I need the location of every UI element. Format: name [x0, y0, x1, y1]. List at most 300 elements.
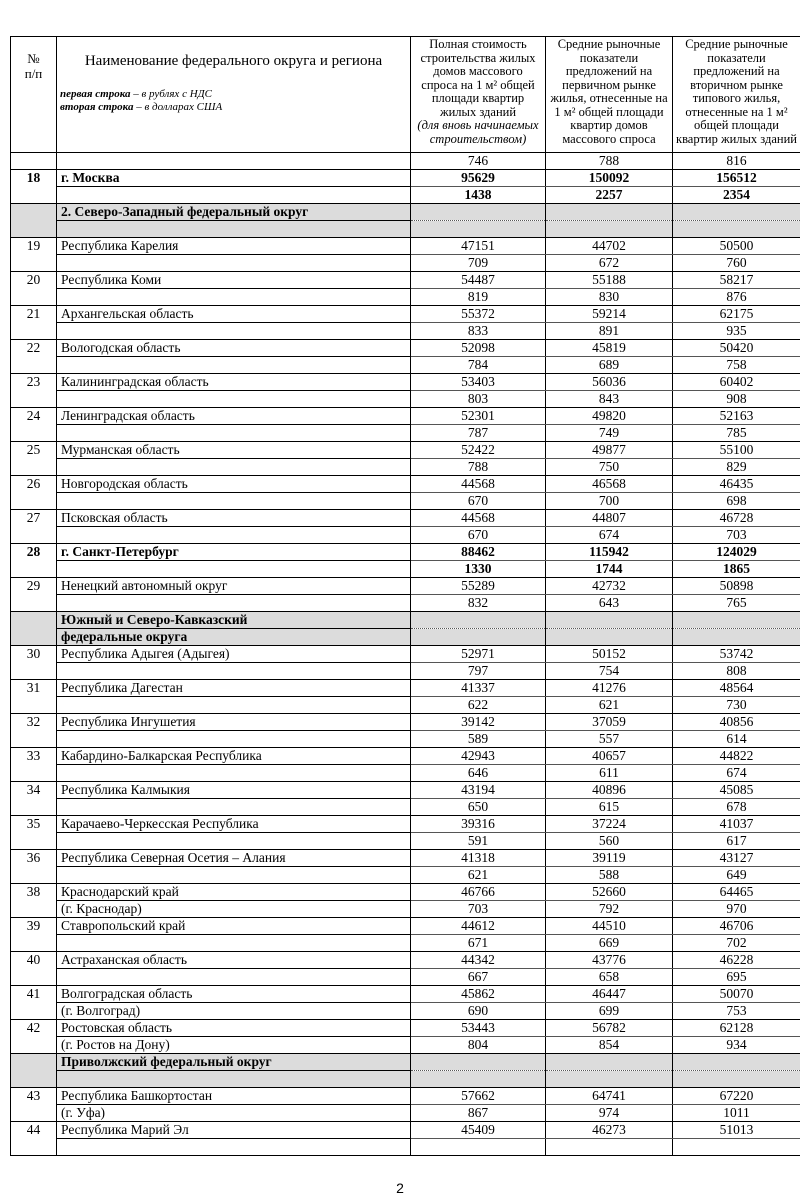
value-usd: 690 [411, 1003, 546, 1020]
section-title-line2 [57, 221, 411, 238]
value-usd: 792 [546, 901, 673, 918]
section-blank [546, 1054, 673, 1071]
section-num [11, 1054, 57, 1088]
value-rub: 62128 [673, 1020, 800, 1037]
value-rub: 55188 [546, 272, 673, 289]
row-num: 43 [11, 1088, 57, 1122]
value-rub: 37224 [546, 816, 673, 833]
region-name-line2: (г. Уфа) [57, 1105, 411, 1122]
region-name: Республика Марий Эл [57, 1122, 411, 1139]
row-num: 25 [11, 442, 57, 476]
table-row [11, 1139, 800, 1156]
value-usd: 643 [546, 595, 673, 612]
value-rub: 50500 [673, 238, 800, 255]
value-rub: 40896 [546, 782, 673, 799]
row-num: 28 [11, 544, 57, 578]
region-name-line2 [57, 459, 411, 476]
table-row [11, 170, 800, 187]
value-rub: 62175 [673, 306, 800, 323]
region-name-line2 [57, 493, 411, 510]
value-rub: 46766 [411, 884, 546, 901]
row-num: 18 [11, 170, 57, 204]
table-row [11, 1088, 800, 1105]
value-usd: 935 [673, 323, 800, 340]
value-usd: 1330 [411, 561, 546, 578]
section-blank [411, 204, 546, 221]
table-row [11, 986, 800, 1003]
value-usd: 614 [673, 731, 800, 748]
table-row [11, 748, 800, 765]
value-rub: 45085 [673, 782, 800, 799]
region-name-line2 [57, 527, 411, 544]
value-rub: 44702 [546, 238, 673, 255]
value-rub: 52660 [546, 884, 673, 901]
region-name: Мурманская область [57, 442, 411, 459]
table-row [11, 731, 800, 748]
region-name: Ненецкий автономный округ [57, 578, 411, 595]
value-usd: 1744 [546, 561, 673, 578]
value-usd: 2257 [546, 187, 673, 204]
value-rub: 49820 [546, 408, 673, 425]
value-rub: 44822 [673, 748, 800, 765]
value-usd: 670 [411, 527, 546, 544]
value-usd: 557 [546, 731, 673, 748]
value-rub: 64741 [546, 1088, 673, 1105]
header-name: Наименование федерального округа и региона [84, 53, 383, 69]
value-rub: 124029 [673, 544, 800, 561]
value-usd: 560 [546, 833, 673, 850]
section-title: 2. Северо-Западный федеральный округ [57, 204, 411, 221]
value-rub: 150092 [546, 170, 673, 187]
value-rub: 44807 [546, 510, 673, 527]
value-usd: 589 [411, 731, 546, 748]
value-usd: 646 [411, 765, 546, 782]
region-name: Республика Коми [57, 272, 411, 289]
value-rub: 46706 [673, 918, 800, 935]
value-rub: 53403 [411, 374, 546, 391]
header-col2: Средние рыночные показатели предложений на первичном рынке жилья, отнесенные на 1 м² общей площади квартир домов массового спроса [546, 37, 673, 153]
row-num: 39 [11, 918, 57, 952]
value-rub: 60402 [673, 374, 800, 391]
table-row [11, 510, 800, 527]
value-usd: 750 [546, 459, 673, 476]
value-rub: 53443 [411, 1020, 546, 1037]
table-row [11, 442, 800, 459]
value-usd: 760 [673, 255, 800, 272]
region-name: Республика Адыгея (Адыгея) [57, 646, 411, 663]
section-blank [673, 629, 800, 646]
section-blank [673, 1071, 800, 1088]
value-rub: 40657 [546, 748, 673, 765]
section-row [11, 221, 800, 238]
section-blank [546, 204, 673, 221]
value-usd: 746 [411, 153, 546, 170]
value-rub: 59214 [546, 306, 673, 323]
row-num: 44 [11, 1122, 57, 1156]
value-usd: 819 [411, 289, 546, 306]
value-rub: 49877 [546, 442, 673, 459]
table-row [11, 527, 800, 544]
value-usd [546, 1139, 673, 1156]
value-usd: 804 [411, 1037, 546, 1054]
value-rub: 46435 [673, 476, 800, 493]
value-rub: 55289 [411, 578, 546, 595]
section-blank [411, 612, 546, 629]
table-row [11, 357, 800, 374]
value-usd: 730 [673, 697, 800, 714]
value-usd: 749 [546, 425, 673, 442]
value-rub: 50898 [673, 578, 800, 595]
region-name-line2 [57, 1139, 411, 1156]
table-row [11, 408, 800, 425]
header-name-cell [57, 37, 411, 153]
region-name-line2: (г. Краснодар) [57, 901, 411, 918]
value-rub: 45819 [546, 340, 673, 357]
value-usd: 658 [546, 969, 673, 986]
value-rub: 51013 [673, 1122, 800, 1139]
region-name: Волгоградская область [57, 986, 411, 1003]
row-num: 36 [11, 850, 57, 884]
region-name: Калининградская область [57, 374, 411, 391]
section-row [11, 1071, 800, 1088]
value-usd: 934 [673, 1037, 800, 1054]
section-blank [673, 204, 800, 221]
region-name-line2 [57, 799, 411, 816]
value-rub: 45409 [411, 1122, 546, 1139]
section-blank [546, 612, 673, 629]
value-rub: 95629 [411, 170, 546, 187]
value-usd: 1011 [673, 1105, 800, 1122]
value-rub: 41318 [411, 850, 546, 867]
table-row [11, 255, 800, 272]
row-num: 41 [11, 986, 57, 1020]
value-rub: 55100 [673, 442, 800, 459]
value-rub: 41337 [411, 680, 546, 697]
table-row [11, 493, 800, 510]
value-usd: 703 [411, 901, 546, 918]
table-row [11, 476, 800, 493]
region-name: Республика Ингушетия [57, 714, 411, 731]
region-name: Архангельская область [57, 306, 411, 323]
row-num: 34 [11, 782, 57, 816]
region-name-line2 [57, 731, 411, 748]
value-rub: 44568 [411, 510, 546, 527]
region-name: Республика Башкортостан [57, 1088, 411, 1105]
value-rub: 64465 [673, 884, 800, 901]
value-usd: 908 [673, 391, 800, 408]
section-blank [673, 221, 800, 238]
region-name-line2 [57, 561, 411, 578]
value-rub: 57662 [411, 1088, 546, 1105]
value-rub: 41276 [546, 680, 673, 697]
table-row [11, 935, 800, 952]
table-row [11, 323, 800, 340]
section-blank [546, 629, 673, 646]
region-name: Краснодарский край [57, 884, 411, 901]
value-usd: 830 [546, 289, 673, 306]
row-num: 23 [11, 374, 57, 408]
section-title: Южный и Северо-Кавказский [57, 612, 411, 629]
value-usd: 1438 [411, 187, 546, 204]
table-row [11, 340, 800, 357]
value-usd: 788 [411, 459, 546, 476]
value-rub: 46273 [546, 1122, 673, 1139]
section-title-line2 [57, 1071, 411, 1088]
value-usd: 787 [411, 425, 546, 442]
region-name-line2 [57, 969, 411, 986]
value-usd: 876 [673, 289, 800, 306]
table-row [11, 867, 800, 884]
header-num: № п/п [11, 37, 57, 153]
table-row [11, 578, 800, 595]
region-name: Вологодская область [57, 340, 411, 357]
region-name-line2 [57, 255, 411, 272]
section-title-line2: федеральные округа [57, 629, 411, 646]
value-usd: 621 [546, 697, 673, 714]
value-rub: 39119 [546, 850, 673, 867]
value-usd: 621 [411, 867, 546, 884]
table-row [11, 782, 800, 799]
value-rub: 50152 [546, 646, 673, 663]
table-row [11, 646, 800, 663]
region-name: Ставропольский край [57, 918, 411, 935]
region-name-line2 [57, 867, 411, 884]
value-rub: 46728 [673, 510, 800, 527]
value-rub: 41037 [673, 816, 800, 833]
region-name-line2 [57, 289, 411, 306]
value-usd: 689 [546, 357, 673, 374]
value-rub: 52971 [411, 646, 546, 663]
value-rub: 52301 [411, 408, 546, 425]
region-name-line2 [57, 935, 411, 952]
value-usd: 698 [673, 493, 800, 510]
row-num: 29 [11, 578, 57, 612]
value-rub: 53742 [673, 646, 800, 663]
housing-cost-table [10, 36, 800, 1156]
header-col3: Средние рыночные показатели предложений на вторичном рынке типового жилья, отнесенные на 1 м² общей площади квартир жилых зданий [673, 37, 800, 153]
value-usd: 2354 [673, 187, 800, 204]
value-usd: 788 [546, 153, 673, 170]
region-name: г. Санкт-Петербург [57, 544, 411, 561]
section-blank [411, 221, 546, 238]
table-row [11, 289, 800, 306]
value-usd: 803 [411, 391, 546, 408]
region-name-line2 [57, 357, 411, 374]
value-rub: 67220 [673, 1088, 800, 1105]
row-num: 22 [11, 340, 57, 374]
table-row [11, 663, 800, 680]
value-rub: 55372 [411, 306, 546, 323]
row-num: 33 [11, 748, 57, 782]
table-row [11, 1020, 800, 1037]
value-rub: 44342 [411, 952, 546, 969]
region-name: Астраханская область [57, 952, 411, 969]
section-row [11, 204, 800, 221]
value-usd: 843 [546, 391, 673, 408]
row-num: 24 [11, 408, 57, 442]
header-note: первая строка – в рублях с НДС вторая строка – в долларах США [60, 88, 223, 113]
row-num: 20 [11, 272, 57, 306]
table-row [11, 901, 800, 918]
table-row [11, 799, 800, 816]
value-usd: 667 [411, 969, 546, 986]
value-rub: 44568 [411, 476, 546, 493]
row-num [11, 153, 57, 170]
value-usd: 784 [411, 357, 546, 374]
table-row [11, 272, 800, 289]
row-num: 26 [11, 476, 57, 510]
value-rub: 56782 [546, 1020, 673, 1037]
value-usd: 674 [546, 527, 673, 544]
value-rub: 56036 [546, 374, 673, 391]
value-usd: 702 [673, 935, 800, 952]
value-rub: 44612 [411, 918, 546, 935]
section-blank [546, 1071, 673, 1088]
value-rub: 52163 [673, 408, 800, 425]
value-rub: 52422 [411, 442, 546, 459]
value-usd: 622 [411, 697, 546, 714]
region-name-line2 [57, 323, 411, 340]
value-usd: 970 [673, 901, 800, 918]
value-usd: 891 [546, 323, 673, 340]
header-row [11, 37, 800, 153]
value-usd: 672 [546, 255, 673, 272]
section-blank [411, 1054, 546, 1071]
table-row [11, 1122, 800, 1139]
region-name-line2 [57, 697, 411, 714]
table-row [11, 391, 800, 408]
table-row [11, 1003, 800, 1020]
table-row [11, 306, 800, 323]
value-usd: 700 [546, 493, 673, 510]
value-usd: 588 [546, 867, 673, 884]
region-name: Ленинградская область [57, 408, 411, 425]
value-usd: 854 [546, 1037, 673, 1054]
value-usd: 833 [411, 323, 546, 340]
table-row [11, 714, 800, 731]
table-row [11, 969, 800, 986]
value-rub: 46447 [546, 986, 673, 1003]
value-usd: 669 [546, 935, 673, 952]
table-row [11, 544, 800, 561]
value-rub: 54487 [411, 272, 546, 289]
region-name: Псковская область [57, 510, 411, 527]
value-usd: 617 [673, 833, 800, 850]
row-name [57, 153, 411, 170]
value-usd: 695 [673, 969, 800, 986]
value-rub: 48564 [673, 680, 800, 697]
value-rub: 39316 [411, 816, 546, 833]
value-usd: 1865 [673, 561, 800, 578]
region-name: Кабардино-Балкарская Республика [57, 748, 411, 765]
value-usd: 615 [546, 799, 673, 816]
value-rub: 44510 [546, 918, 673, 935]
value-rub: 40856 [673, 714, 800, 731]
value-rub: 47151 [411, 238, 546, 255]
section-blank [673, 1054, 800, 1071]
region-name-line2 [57, 765, 411, 782]
table-row [11, 765, 800, 782]
value-usd: 829 [673, 459, 800, 476]
value-usd: 678 [673, 799, 800, 816]
value-rub: 37059 [546, 714, 673, 731]
value-usd: 832 [411, 595, 546, 612]
value-usd: 785 [673, 425, 800, 442]
section-num [11, 612, 57, 646]
value-usd: 649 [673, 867, 800, 884]
value-rub: 115942 [546, 544, 673, 561]
region-name: Республика Калмыкия [57, 782, 411, 799]
value-rub: 43776 [546, 952, 673, 969]
region-name: Республика Дагестан [57, 680, 411, 697]
region-name-line2 [57, 391, 411, 408]
table-row [11, 884, 800, 901]
value-rub: 58217 [673, 272, 800, 289]
value-usd: 591 [411, 833, 546, 850]
value-rub: 45862 [411, 986, 546, 1003]
table-row [11, 425, 800, 442]
value-rub: 50070 [673, 986, 800, 1003]
row-num: 35 [11, 816, 57, 850]
value-rub: 42732 [546, 578, 673, 595]
section-blank [411, 1071, 546, 1088]
region-name: Республика Северная Осетия – Алания [57, 850, 411, 867]
row-num: 19 [11, 238, 57, 272]
region-name-line2 [57, 595, 411, 612]
value-usd: 867 [411, 1105, 546, 1122]
table-row [11, 850, 800, 867]
value-usd: 670 [411, 493, 546, 510]
value-usd: 650 [411, 799, 546, 816]
value-usd: 709 [411, 255, 546, 272]
value-usd: 808 [673, 663, 800, 680]
row-num: 32 [11, 714, 57, 748]
region-name-line2 [57, 187, 411, 204]
section-blank [411, 629, 546, 646]
region-name-line2: (г. Ростов на Дону) [57, 1037, 411, 1054]
table-row [11, 680, 800, 697]
section-num [11, 204, 57, 238]
table-row [11, 1037, 800, 1054]
table-row [11, 374, 800, 391]
header-col1: Полная стоимость строительства жилых домов массового спроса на 1 м² общей площади квартир жилых зданий (для вновь начинаемых строительством) [411, 37, 546, 153]
table-row [11, 952, 800, 969]
value-usd: 753 [673, 1003, 800, 1020]
value-rub: 50420 [673, 340, 800, 357]
value-rub: 42943 [411, 748, 546, 765]
value-usd: 765 [673, 595, 800, 612]
section-blank [673, 612, 800, 629]
table-body [11, 153, 800, 1156]
table-row [11, 238, 800, 255]
table-row [11, 459, 800, 476]
table-row [11, 187, 800, 204]
value-usd [411, 1139, 546, 1156]
row-num: 38 [11, 884, 57, 918]
region-name: г. Москва [57, 170, 411, 187]
value-usd: 754 [546, 663, 673, 680]
value-rub: 156512 [673, 170, 800, 187]
value-usd: 699 [546, 1003, 673, 1020]
region-name-line2 [57, 663, 411, 680]
value-usd: 974 [546, 1105, 673, 1122]
value-usd: 797 [411, 663, 546, 680]
value-usd: 611 [546, 765, 673, 782]
region-name: Республика Карелия [57, 238, 411, 255]
section-row [11, 612, 800, 629]
page-number: 2 [396, 1180, 404, 1196]
table-row [11, 816, 800, 833]
